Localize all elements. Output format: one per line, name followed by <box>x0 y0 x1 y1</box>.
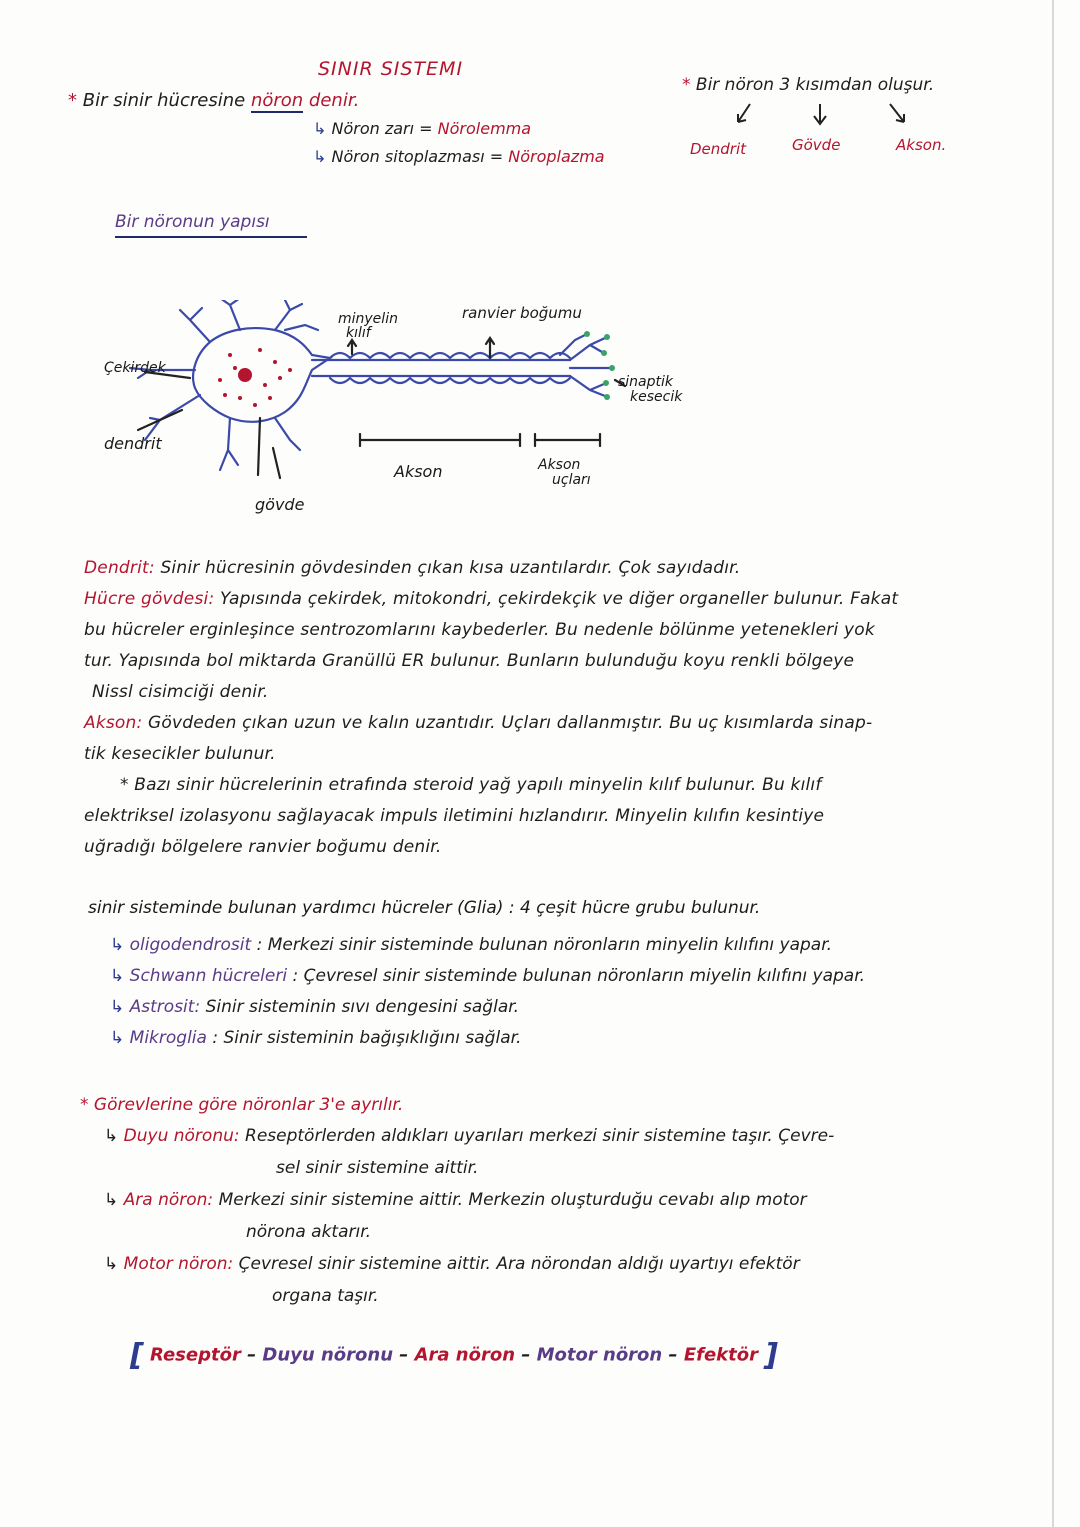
type-motor-name: Motor nöron: <box>123 1254 234 1274</box>
chain-open-bracket: [ <box>130 1338 144 1373</box>
glia-list <box>110 930 865 1054</box>
label-miyelin <box>338 312 398 340</box>
star-bullet: * <box>68 90 77 111</box>
label-akson: Akson <box>394 462 443 481</box>
part-akson: Akson. <box>896 136 947 154</box>
type-ara-name: Ara nöron: <box>123 1190 214 1210</box>
label-sinaptik <box>618 375 682 405</box>
glia-desc-astrosit: Sinir sisteminin sıvı dengesini sağlar. <box>205 997 520 1017</box>
glia-item-astrosit: ↳ Astrosit: Sinir sisteminin sıvı dengesini sağlar. <box>110 997 520 1017</box>
label-govde: gövde <box>255 495 305 514</box>
chain-receptor: Reseptör <box>150 1344 241 1366</box>
chain-motor: Motor nöron <box>536 1344 663 1366</box>
zar-label: Nöron zarı = <box>331 119 433 138</box>
structure-title: Bir nöronun yapısı <box>115 212 307 238</box>
akson-line-1 <box>84 708 898 739</box>
label-cekirdek: Çekirdek <box>104 360 166 376</box>
chain-ara: Ara nöron <box>414 1344 516 1366</box>
dendrit-line <box>84 553 898 584</box>
term-akson: Akson: <box>84 713 143 733</box>
glia-name-mikroglia: Mikroglia <box>129 1028 207 1048</box>
chain-sep-3: – <box>521 1344 531 1366</box>
text-govde-2: bu hücreler erginleşince sentrozomlarını kaybederler. Bu nedenle bölünme yetenekleri yok <box>84 620 875 640</box>
parts-title <box>682 75 934 95</box>
sito-line: ↳ Nöron sitoplazması = Nöroplazma <box>313 147 605 166</box>
type-motor-text-1: Çevresel sinir sistemine aittir. Ara nörondan aldığı uyartıyı efektör <box>238 1254 800 1274</box>
label-dendrit: dendrit <box>104 434 162 453</box>
text-dendrit: Sinir hücresinin gövdesinden çıkan kısa uzantılardır. Çok sayıdadır. <box>160 558 741 578</box>
glia-item-schwann: ↳ Schwann hücreleri : Çevresel sinir sisteminde bulunan nöronların miyelin kılıfını yapar. <box>110 966 866 986</box>
chain-duyu: Duyu nöronu <box>262 1344 394 1366</box>
type-ara-line-1: ↳ Ara nöron: Merkezi sinir sistemine aittir. Merkezin oluşturduğu cevabı alıp motor <box>104 1190 807 1210</box>
text-akson-2: tik kesecikler bulunur. <box>84 744 276 764</box>
type-duyu-name: Duyu nöronu: <box>123 1126 240 1146</box>
text-govde-4: Nissl cisimciği denir. <box>92 682 269 702</box>
sito-label: Nöron sitoplazması = <box>331 147 504 166</box>
text-miyelin-3: uğradığı bölgelere ranvier boğumu denir. <box>84 837 442 857</box>
def-part-c: nöron <box>250 90 304 111</box>
page-edge <box>1052 0 1054 1527</box>
label-ranvier: ranvier boğumu <box>462 304 582 322</box>
glia-item-oligodendrosit: ↳ oligodendrosit : Merkezi sinir sisteminde bulunan nöronların minyelin kılıfını yapar. <box>110 935 833 955</box>
text-miyelin-1: * Bazı sinir hücrelerinin etrafında steroid yağ yapılı minyelin kılıf bulunur. Bu kılıf <box>120 775 822 795</box>
chain-sep-1: – <box>247 1344 257 1366</box>
label-sinaptik-b: kesecik <box>630 389 683 405</box>
term-govde: Hücre gövdesi: <box>84 589 215 609</box>
text-govde-3: tur. Yapısında bol miktarda Granüllü ER bulunur. Bunların bulunduğu koyu renkli bölgeye <box>84 651 855 671</box>
neuron-diagram <box>90 300 730 530</box>
def-part-a: Bir sinir <box>82 90 152 111</box>
parts-arrows <box>720 100 940 130</box>
types-list <box>104 1120 834 1312</box>
glia-intro: sinir sisteminde bulunan yardımcı hücreler (Glia) : 4 çeşit hücre grubu bulunur. <box>88 898 761 918</box>
type-ara-text-2: nörona aktarır. <box>246 1222 372 1242</box>
chain-efektor: Efektör <box>683 1344 758 1366</box>
glia-desc-schwann: : Çevresel sinir sisteminde bulunan nöronların miyelin kılıfını yapar. <box>292 966 866 986</box>
zar-value: Nörolemma <box>437 119 532 138</box>
glia-desc-oligodendrosit: : Merkezi sinir sisteminde bulunan nöronların minyelin kılıfını yapar. <box>256 935 833 955</box>
zar-line: ↳ Nöron zarı = Nörolemma <box>313 119 532 138</box>
sito-value: Nöroplazma <box>508 147 605 166</box>
type-motor-text-2: organa taşır. <box>272 1286 379 1306</box>
label-akson-uclari <box>538 458 591 488</box>
term-dendrit: Dendrit: <box>84 558 155 578</box>
parts-star: * <box>682 75 691 95</box>
type-duyu-text-2: sel sinir sistemine aittir. <box>276 1158 479 1178</box>
govde-line-1 <box>84 584 898 615</box>
type-ara-text-1: Merkezi sinir sistemine aittir. Merkezin oluşturduğu cevabı alıp motor <box>218 1190 807 1210</box>
chain-sep-2: – <box>399 1344 409 1366</box>
glia-name-schwann: Schwann hücreleri <box>129 966 288 986</box>
glia-item-mikroglia: ↳ Mikroglia : Sinir sisteminin bağışıklığını sağlar. <box>110 1028 522 1048</box>
type-motor-line-1: ↳ Motor nöron: Çevresel sinir sistemine aittir. Ara nörondan aldığı uyartıyı efektör <box>104 1254 800 1274</box>
label-akson-uclari-b: uçları <box>552 472 591 488</box>
definition-line <box>68 90 359 111</box>
label-miyelin-a: minyelin <box>338 311 398 327</box>
page-title: SINIR SISTEMI <box>318 58 464 80</box>
neuron-chain <box>130 1338 778 1373</box>
chain-sep-4: – <box>668 1344 678 1366</box>
glia-name-astrosit: Astrosit: <box>129 997 201 1017</box>
glia-desc-mikroglia: : Sinir sisteminin bağışıklığını sağlar. <box>212 1028 522 1048</box>
def-part-d: denir. <box>308 90 360 111</box>
parts-title-text: Bir nöron 3 kısımdan oluşur. <box>695 75 935 95</box>
glia-name-oligodendrosit: oligodendrosit <box>129 935 252 955</box>
text-akson-1: Gövdeden çıkan uzun ve kalın uzantıdır. Uçları dallanmıştır. Bu uç kısımlarda sinap- <box>148 713 873 733</box>
def-part-b: hücresine <box>157 90 246 111</box>
label-sinaptik-a: sinaptik <box>618 374 674 390</box>
label-miyelin-b: kılıf <box>346 325 371 341</box>
part-govde: Gövde <box>792 136 841 154</box>
type-duyu-line-1: ↳ Duyu nöronu: Reseptörlerden aldıkları uyarıları merkezi sinir sistemine taşır. Çevre- <box>104 1126 835 1146</box>
type-duyu-text-1: Reseptörlerden aldıkları uyarıları merkezi sinir sistemine taşır. Çevre- <box>245 1126 835 1146</box>
chain-close-bracket: ] <box>764 1338 778 1373</box>
text-miyelin-2: elektriksel izolasyonu sağlayacak impuls iletimini hızlandırır. Minyelin kılıfın kesintiye <box>84 806 825 826</box>
label-akson-uclari-a: Akson <box>538 457 581 473</box>
types-intro: * Görevlerine göre nöronlar 3'e ayrılır. <box>80 1095 404 1115</box>
part-dendrit: Dendrit <box>690 140 747 158</box>
paragraph-block <box>84 553 898 863</box>
text-govde-1: Yapısında çekirdek, mitokondri, çekirdekçik ve diğer organeller bulunur. Fakat <box>219 589 899 609</box>
